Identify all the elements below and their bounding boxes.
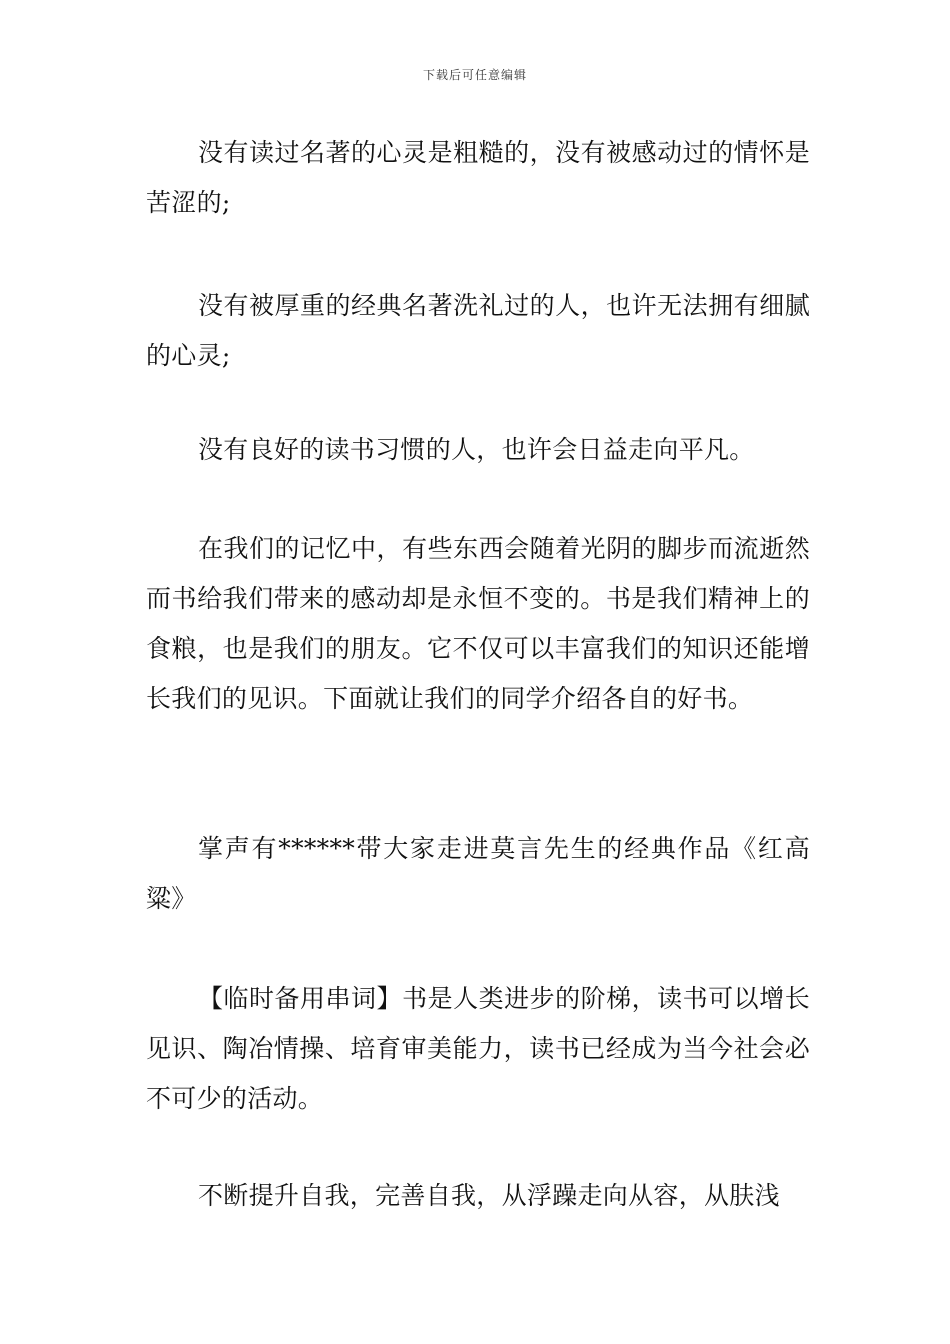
paragraph-7: 不断提升自我，完善自我，从浮躁走向从容，从肤浅 [198,1181,780,1210]
paragraph-1: 没有读过名著的心灵是粗糙的，没有被感动过的情怀是苦涩的; [146,138,810,217]
paragraph-4: 在我们的记忆中，有些东西会随着光阴的脚步而流逝然而书给我们带来的感动却是永恒不变的。书是我们精神上的食粮，也是我们的朋友。它不仅可以丰富我们的知识还能增长我们的见识。下面就让我们的同学介绍各自的好书。 [146,534,810,713]
paragraph-6: 【临时备用串词】书是人类进步的阶梯，读书可以增长见识、陶冶情操、培育审美能力，读书已经成为当今社会必不可少的活动。 [146,984,810,1113]
paragraph-2: 没有被厚重的经典名著洗礼过的人，也许无法拥有细腻的心灵; [146,291,810,370]
paragraph-5: 掌声有******带大家走进莫言先生的经典作品《红高粱》 [146,834,810,913]
page-header: 下载后可任意编辑 [422,68,527,82]
paragraph-3: 没有良好的读书习惯的人，也许会日益走向平凡。 [198,435,755,464]
